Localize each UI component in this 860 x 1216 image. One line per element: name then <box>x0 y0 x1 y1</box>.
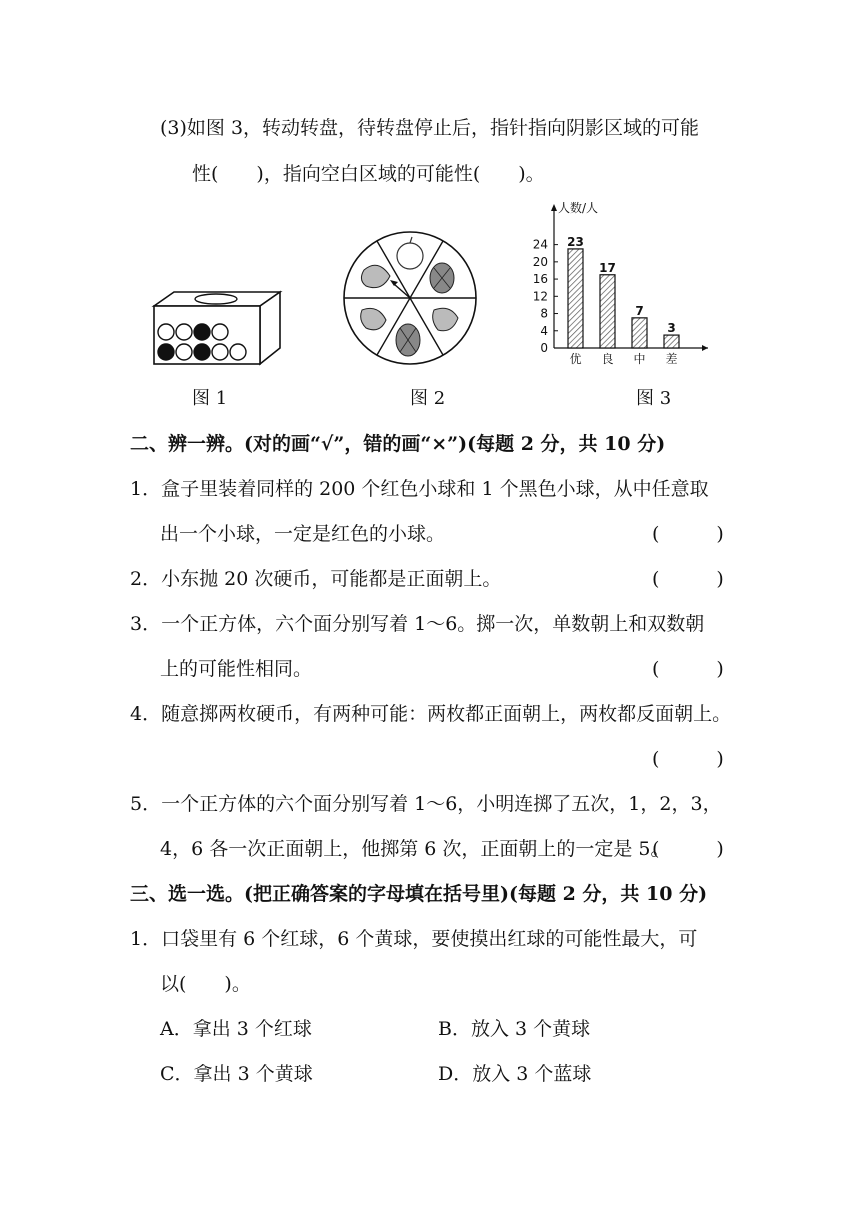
ball-white <box>212 344 228 360</box>
s2-item5-line2: 4，6 各一次正面朝上，他掷第 6 次，正面朝上的一定是 5。 <box>160 838 670 860</box>
s2-item1-line2: 出一个小球，一定是红色的小球。 <box>160 523 446 545</box>
ball-white <box>176 324 192 340</box>
pineapple-icon <box>430 263 454 293</box>
y-tick-label: 0 <box>540 341 548 355</box>
s2-item5-line1: 5．一个正方体的六个面分别写着 1～6，小明连掷了五次，1，2，3， <box>130 793 722 815</box>
ball-white <box>212 324 228 340</box>
ball-white <box>176 344 192 360</box>
s2-item2-line1: 2．小东抛 20 次硬币，可能都是正面朝上。 <box>130 568 502 590</box>
figure-1-caption: 图 1 <box>192 388 228 409</box>
s2-item3-line2: 上的可能性相同。 <box>160 658 313 680</box>
s2-item4-answer[interactable]: ( ) <box>652 748 724 770</box>
ball-black <box>194 324 210 340</box>
q3-line1: (3)如图 3，转动转盘，待转盘停止后，指针指向阴影区域的可能 <box>160 117 700 139</box>
bar-value-label: 3 <box>667 321 676 336</box>
figure-2-spinner <box>338 228 482 368</box>
s3-option-c[interactable]: C．拿出 3 个黄球 <box>160 1063 313 1085</box>
bar <box>600 275 615 348</box>
ball-black <box>158 344 174 360</box>
figure-3-bar-chart <box>524 196 720 372</box>
s3-option-a[interactable]: A．拿出 3 个红球 <box>160 1018 312 1040</box>
bar <box>568 249 583 348</box>
x-tick-label: 良 <box>601 352 614 366</box>
bar-value-label: 7 <box>635 303 644 318</box>
s2-item3-answer[interactable]: ( ) <box>652 658 724 680</box>
s2-item2-answer[interactable]: ( ) <box>652 568 724 590</box>
s2-item3-line1: 3．一个正方体，六个面分别写着 1～6。掷一次，单数朝上和双数朝 <box>130 613 705 635</box>
x-tick-label: 差 <box>665 352 678 366</box>
y-tick-label: 24 <box>532 237 548 252</box>
s2-item4-line1: 4．随意掷两枚硬币，有两种可能：两枚都正面朝上，两枚都反面朝上。 <box>130 703 732 725</box>
s3-option-d[interactable]: D．放入 3 个蓝球 <box>438 1063 592 1085</box>
chart-ylabel: 人数/人 <box>558 201 599 215</box>
q3-line2: 性( )，指向空白区域的可能性( )。 <box>192 163 545 185</box>
y-tick-label: 12 <box>532 289 548 304</box>
y-tick-label: 8 <box>540 306 548 321</box>
y-tick-label: 16 <box>532 272 548 287</box>
s3-q1-line2: 以( )。 <box>160 973 251 995</box>
s3-option-b[interactable]: B．放入 3 个黄球 <box>438 1018 591 1040</box>
figure-3-caption: 图 3 <box>636 388 672 409</box>
ball-white <box>158 324 174 340</box>
y-tick-label: 20 <box>532 254 548 269</box>
x-tick-label: 中 <box>633 352 646 366</box>
bar-value-label: 23 <box>567 234 584 249</box>
pineapple-icon <box>396 324 420 356</box>
ball-white <box>230 344 246 360</box>
figure-2-caption: 图 2 <box>410 388 446 409</box>
section3-title: 三、选一选。(把正确答案的字母填在括号里)(每题 2 分，共 10 分) <box>130 883 708 905</box>
bar <box>664 335 679 348</box>
s2-item1-answer[interactable]: ( ) <box>652 523 724 545</box>
s2-item1-line1: 1．盒子里装着同样的 200 个红色小球和 1 个黑色小球，从中任意取 <box>130 478 709 500</box>
y-tick-label: 4 <box>540 323 548 338</box>
bar <box>632 318 647 348</box>
x-tick-label: 优 <box>569 352 582 366</box>
section2-title: 二、辨一辨。(对的画“√”，错的画“×”)(每题 2 分，共 10 分) <box>130 433 666 455</box>
s2-item5-answer[interactable]: ( ) <box>652 838 724 860</box>
ball-black <box>194 344 210 360</box>
s3-q1-line1: 1．口袋里有 6 个红球，6 个黄球，要使摸出红球的可能性最大，可 <box>130 928 698 950</box>
bar-value-label: 17 <box>599 260 616 275</box>
figure-1-box <box>148 288 284 368</box>
